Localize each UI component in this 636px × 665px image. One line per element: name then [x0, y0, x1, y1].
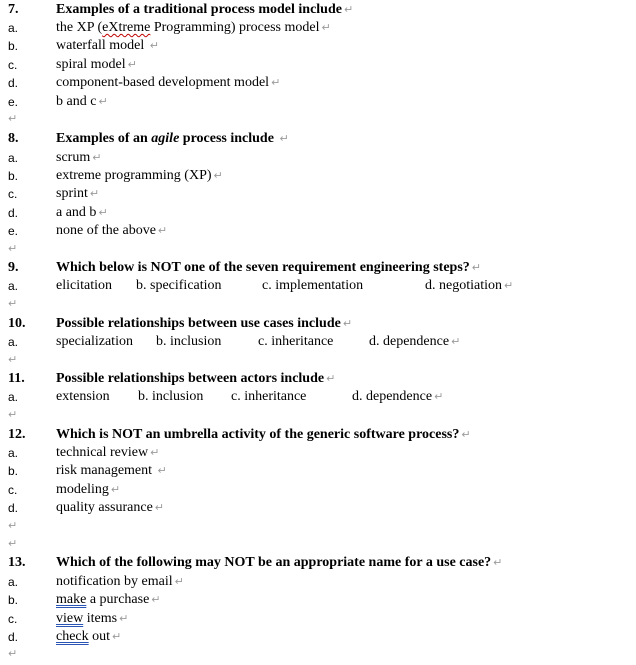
option-letter: d.: [8, 206, 19, 220]
option-text: component-based development model ↵: [56, 75, 281, 90]
paragraph-mark-icon: ↵: [157, 224, 168, 237]
option-text: spiral model ↵: [56, 57, 137, 72]
question-12: [0, 426, 636, 444]
paragraph-mark-icon: ↵: [151, 593, 161, 606]
option-text: technical review ↵: [56, 445, 160, 460]
option-row: [0, 333, 636, 351]
question-7: [0, 1, 636, 19]
option-letter: b.: [8, 464, 19, 478]
paragraph-mark-icon: ↵: [8, 353, 18, 366]
question-10: [0, 315, 636, 333]
paragraph-mark-icon: ↵: [8, 297, 18, 310]
grammar-flagged-word: view: [56, 611, 84, 626]
paragraph-mark-icon: ↵: [451, 335, 461, 348]
option-row: [0, 204, 636, 222]
option-row: [0, 56, 636, 74]
option-text: d. dependence ↵: [352, 389, 444, 404]
empty-paragraph: [0, 110, 636, 128]
option-letter: d.: [8, 501, 19, 515]
option-text: c. inheritance: [258, 334, 334, 349]
option-row: [0, 277, 636, 295]
paragraph-mark-icon: ↵: [504, 279, 514, 292]
option-row: [0, 149, 636, 167]
paragraph-mark-icon: ↵: [157, 464, 167, 477]
option-row: [0, 591, 636, 609]
question-text: Which is NOT an umbrella activity of the generic software process? ↵: [56, 427, 471, 442]
paragraph-mark-icon: ↵: [150, 446, 160, 459]
option-text: waterfall model ↵: [56, 38, 159, 53]
question-number: 8.: [8, 131, 19, 146]
paragraph-mark-icon: ↵: [8, 519, 18, 532]
paragraph-mark-icon: ↵: [127, 58, 137, 71]
option-row: [0, 444, 636, 462]
option-letter: a.: [8, 335, 19, 349]
option-row: [0, 481, 636, 499]
option-row: [0, 37, 636, 55]
paragraph-mark-icon: ↵: [89, 187, 100, 200]
option-text: make a purchase ↵: [56, 592, 161, 607]
question-number: 12.: [8, 427, 26, 442]
spellcheck-flagged-word: eXtreme: [102, 20, 151, 35]
question-number: 13.: [8, 555, 26, 570]
option-text: quality assurance ↵: [56, 500, 165, 515]
option-letter: a.: [8, 446, 19, 460]
option-row: [0, 185, 636, 203]
option-letter: a.: [8, 575, 19, 589]
question-11: [0, 370, 636, 388]
question-13: [0, 554, 636, 572]
paragraph-mark-icon: ↵: [271, 76, 281, 89]
question-8: [0, 130, 636, 148]
option-letter: d.: [8, 630, 19, 644]
paragraph-mark-icon: ↵: [342, 317, 353, 330]
question-number: 10.: [8, 316, 26, 331]
option-row: [0, 222, 636, 240]
empty-paragraph: [0, 645, 636, 663]
paragraph-mark-icon: ↵: [461, 428, 471, 441]
paragraph-mark-icon: ↵: [174, 575, 184, 588]
paragraph-mark-icon: ↵: [326, 372, 336, 385]
question-text: Examples of an agile process include ↵: [56, 131, 289, 146]
option-text: b. inclusion: [156, 334, 222, 349]
option-letter: b.: [8, 593, 19, 607]
grammar-flagged-word: make: [56, 592, 87, 607]
option-text: a and b ↵: [56, 205, 108, 220]
option-row: [0, 167, 636, 185]
paragraph-mark-icon: ↵: [213, 169, 223, 182]
paragraph-mark-icon: ↵: [493, 556, 503, 569]
paragraph-mark-icon: ↵: [343, 3, 354, 16]
option-text: extension: [56, 389, 110, 404]
option-row: [0, 628, 636, 646]
option-text: d. negotiation ↵: [425, 278, 514, 293]
question-number: 7.: [8, 2, 19, 17]
option-text: c. implementation: [262, 278, 364, 293]
question-text: Which of the following may NOT be an appropriate name for a use case? ↵: [56, 555, 503, 570]
paragraph-mark-icon: ↵: [8, 408, 18, 421]
paragraph-mark-icon: ↵: [8, 112, 18, 125]
question-text: Possible relationships between actors include ↵: [56, 371, 336, 386]
option-text: modeling ↵: [56, 482, 121, 497]
paragraph-mark-icon: ↵: [112, 630, 122, 643]
option-letter: c.: [8, 612, 18, 626]
option-text: specialization: [56, 334, 133, 349]
option-text: extreme programming (XP) ↵: [56, 168, 223, 183]
paragraph-mark-icon: ↵: [98, 95, 108, 108]
paragraph-mark-icon: ↵: [8, 242, 18, 255]
option-letter: e.: [8, 224, 19, 238]
paragraph-mark-icon: ↵: [149, 39, 159, 52]
question-number: 9.: [8, 260, 19, 275]
paragraph-mark-icon: ↵: [8, 647, 18, 660]
option-text: d. dependence ↵: [369, 334, 461, 349]
option-letter: d.: [8, 76, 19, 90]
empty-paragraph: [0, 517, 636, 535]
option-text: sprint ↵: [56, 186, 100, 201]
option-row: [0, 462, 636, 480]
option-text: risk management ↵: [56, 463, 167, 478]
paragraph-mark-icon: ↵: [92, 151, 102, 164]
empty-paragraph: [0, 406, 636, 424]
paragraph-mark-icon: ↵: [98, 206, 108, 219]
question-text: Which below is NOT one of the seven requirement engineering steps? ↵: [56, 260, 481, 275]
option-letter: a.: [8, 390, 19, 404]
option-letter: c.: [8, 58, 18, 72]
option-text: c. inheritance: [231, 389, 307, 404]
option-row: [0, 19, 636, 37]
paragraph-mark-icon: ↵: [119, 612, 129, 625]
option-text: check out ↵: [56, 629, 122, 644]
option-row: [0, 499, 636, 517]
empty-paragraph: [0, 535, 636, 553]
question-text: Examples of a traditional process model include ↵: [56, 2, 354, 17]
option-letter: a.: [8, 279, 19, 293]
paragraph-mark-icon: ↵: [279, 132, 289, 145]
option-text: view items ↵: [56, 611, 129, 626]
option-text: b and c ↵: [56, 94, 108, 109]
option-row: [0, 74, 636, 92]
option-text: scrum ↵: [56, 150, 102, 165]
option-row: [0, 610, 636, 628]
paragraph-mark-icon: ↵: [154, 501, 165, 514]
empty-paragraph: [0, 240, 636, 258]
option-letter: a.: [8, 21, 19, 35]
question-number: 11.: [8, 371, 25, 386]
option-letter: c.: [8, 187, 18, 201]
option-text: b. specification: [136, 278, 222, 293]
option-text: b. inclusion: [138, 389, 204, 404]
paragraph-mark-icon: ↵: [8, 537, 18, 550]
paragraph-mark-icon: ↵: [110, 483, 121, 496]
option-letter: b.: [8, 39, 19, 53]
grammar-flagged-word: check: [56, 629, 89, 644]
option-text: the XP (eXtreme Programming) process model ↵: [56, 20, 331, 35]
option-row: [0, 93, 636, 111]
option-text: elicitation: [56, 278, 112, 293]
option-letter: e.: [8, 95, 19, 109]
option-text: none of the above ↵: [56, 223, 168, 238]
paragraph-mark-icon: ↵: [434, 390, 444, 403]
option-row: [0, 388, 636, 406]
option-row: [0, 573, 636, 591]
option-text: notification by email ↵: [56, 574, 184, 589]
option-letter: a.: [8, 151, 19, 165]
empty-paragraph: [0, 295, 636, 313]
paragraph-mark-icon: ↵: [321, 21, 331, 34]
question-9: [0, 259, 636, 277]
option-letter: c.: [8, 483, 18, 497]
empty-paragraph: [0, 351, 636, 369]
option-letter: b.: [8, 169, 19, 183]
question-text: Possible relationships between use cases include ↵: [56, 316, 353, 331]
paragraph-mark-icon: ↵: [471, 261, 481, 274]
